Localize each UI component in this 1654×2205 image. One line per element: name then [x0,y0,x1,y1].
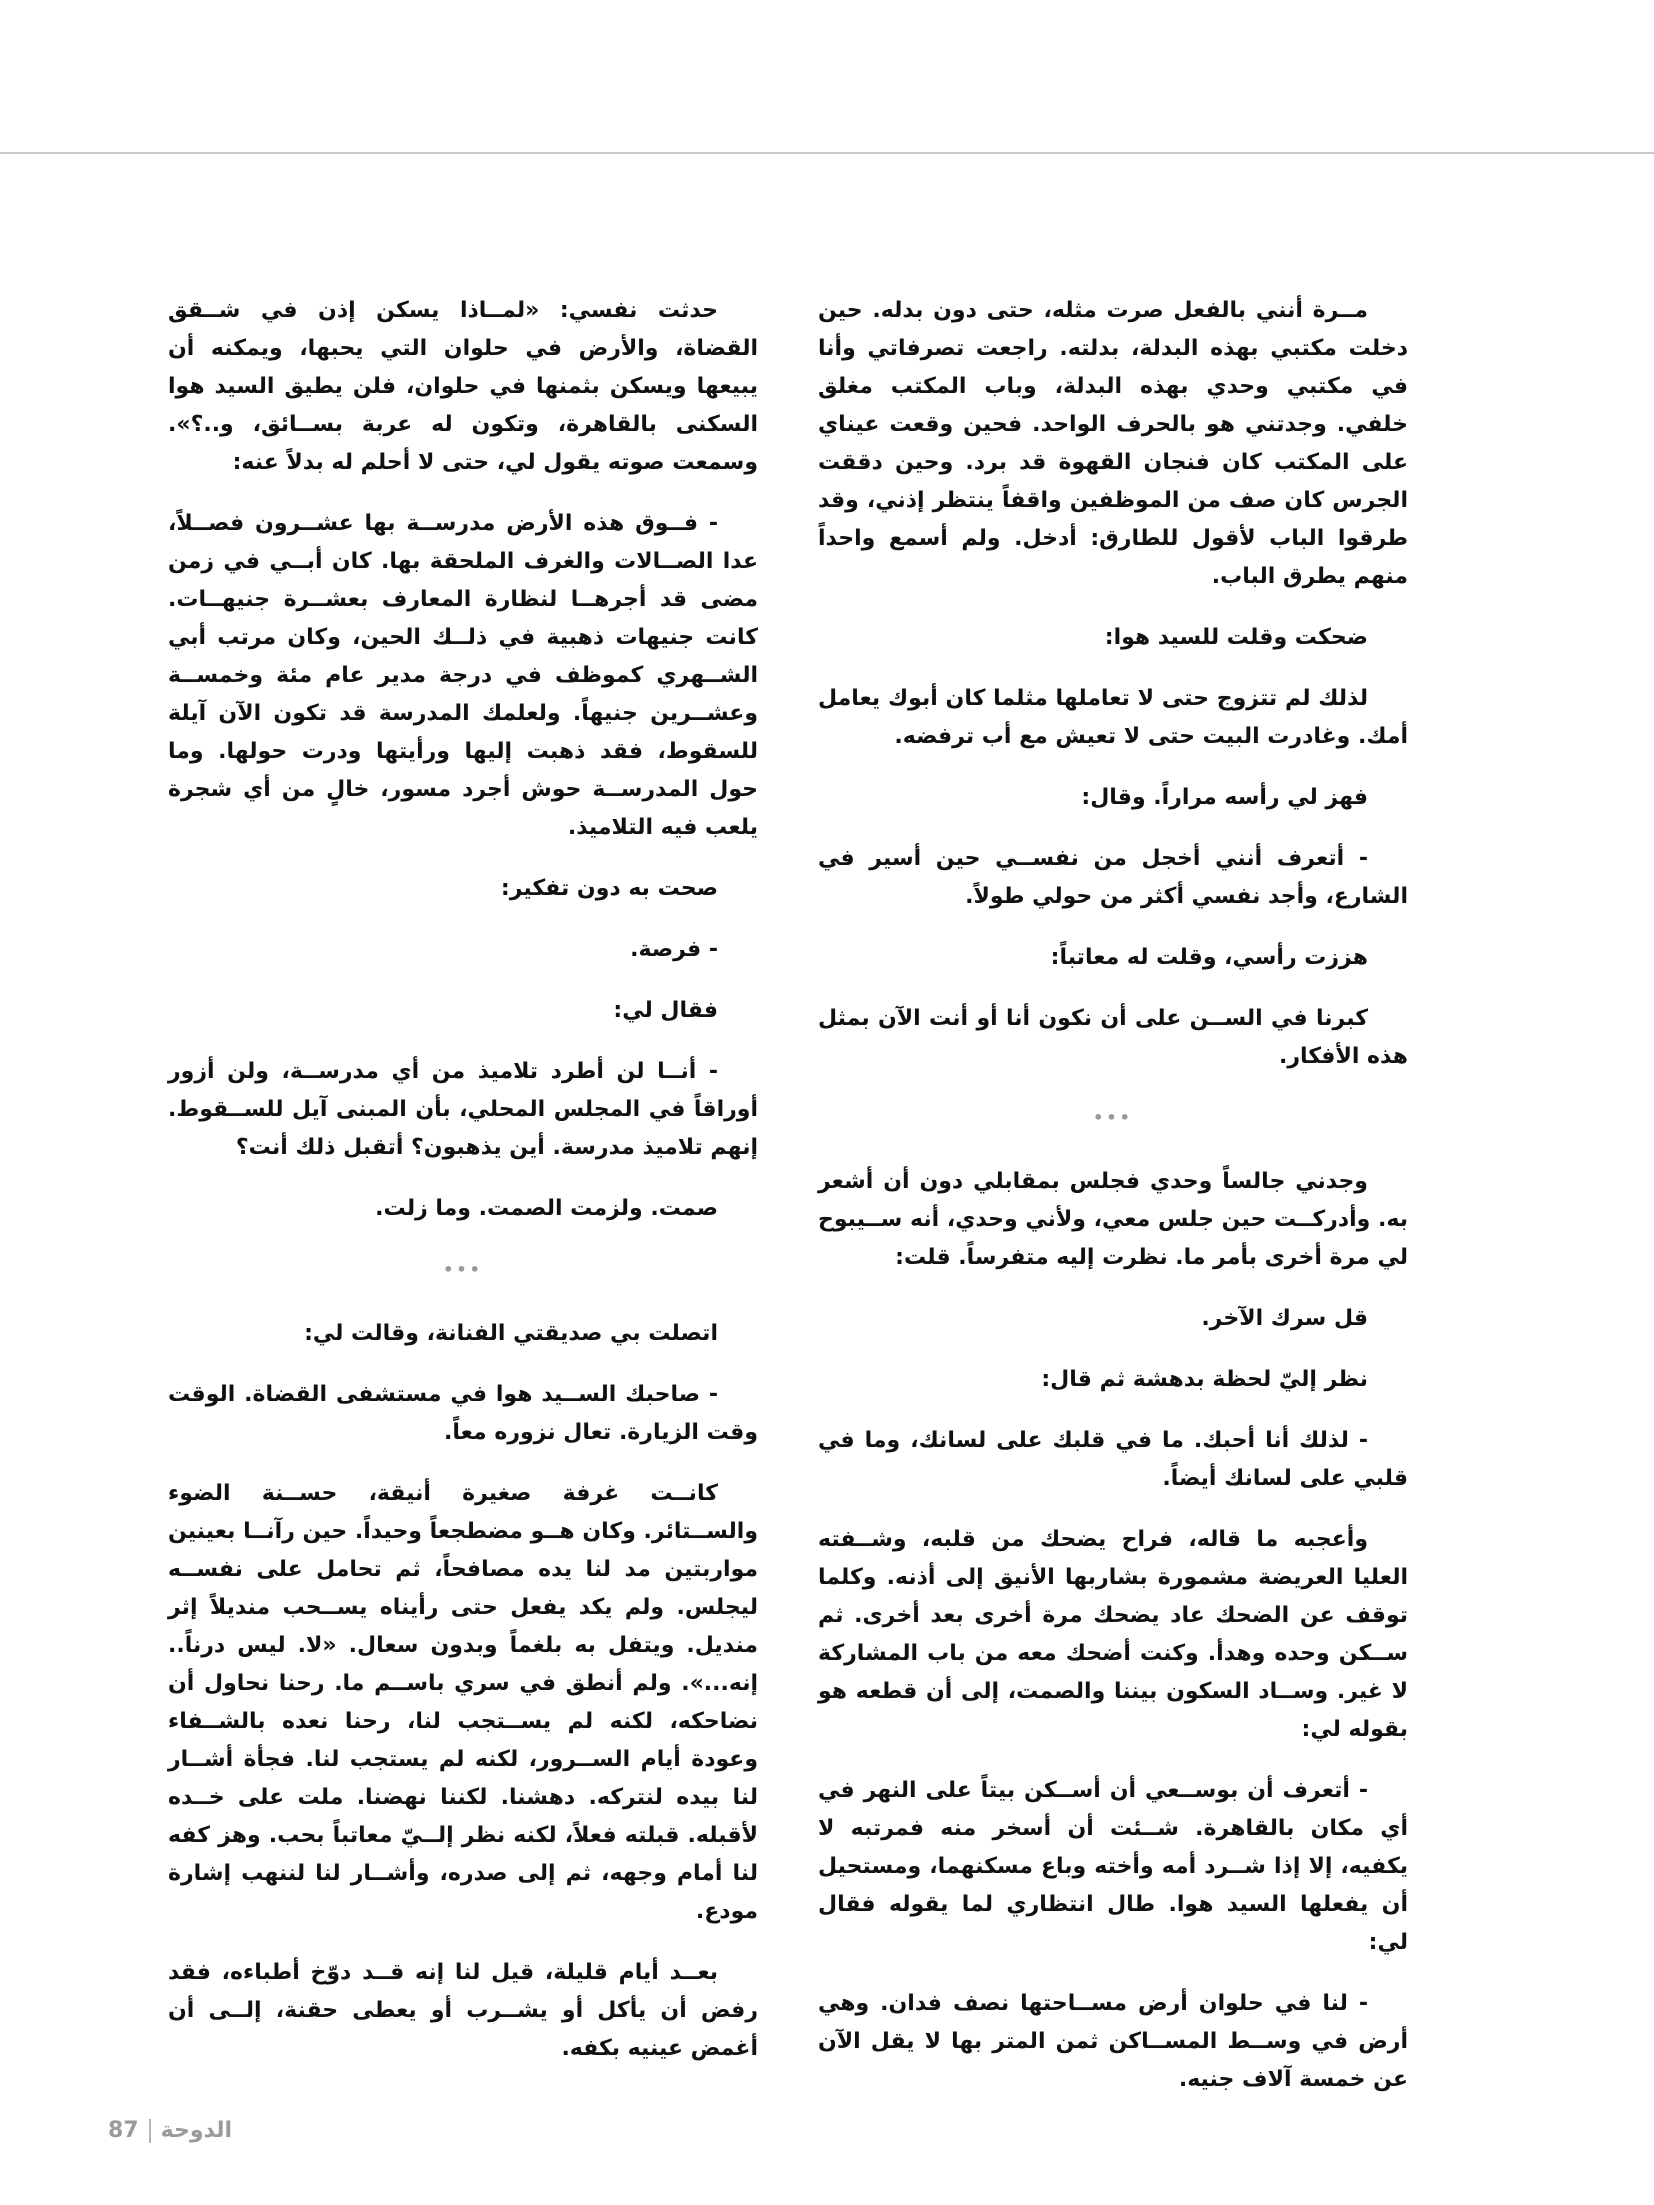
paragraph: - أتعرف أنني أخجل من نفســي حين أسير في الشارع، وأجد نفسي أكثر من حولي طولاً. [818,846,1408,909]
section-divider: ••• [1093,1108,1133,1127]
paragraph: - أنــا لن أطرد تلاميذ من أي مدرســة، ولن أزور أوراقاً في المجلس المحلي، بأن المبنى آيل للســقوط. إنهم تلاميذ مدرسة. أين يذهبون؟ أتقبل ذلك أنت؟ [168,1059,758,1160]
paragraph: كانــت غرفة صغيرة أنيقة، حســنة الضوء والســتائر. وكان هــو مضطجعاً وحيداً. حين رآنــا بعينين مواربتين مد لنا يده مصافحاً، ثم تحامل على نفســه ليجلس. ولم يكد يفعل حتى رأيناه يســحب منديلاً إثر منديل. ويتفل به بلغماً وبدون سعال. «لا. ليس درناً.. إنه...». ولم أنطق في سري باســم ما. رحنا نحاول أن نضاحكه، لكنه لم يســتجب لنا، رحنا نعده بالشــفاء وعودة أيام الســرور، لكنه لم يستجب لنا. فجأة أشــار لنا بيده لنتركه. دهشنا. لكننا نهضنا. ملت على خــده لأقبله. قبلته فعلاً، لكنه نظر إلــيّ معاتباً بحب. وهز كفه لنا أمام وجهه، ثم إلى صدره، وأشــار لنا لننهب إشارة مودع. [168,1481,758,1924]
magazine-name: الدوحة [160,2118,233,2143]
text-column-right [818,292,1408,2122]
paragraph: حدثت نفسي: «لمــاذا يسكن إذن في شــقق القضاة، والأرض في حلوان التي يحبها، ويمكنه أن يبيعها ويسكن بثمنها في حلوان، فلن يطيق السيد هوا السكنى بالقاهرة، وتكون له عربة بســائق، و..؟». وسمعت صوته يقول لي، حتى لا أحلم له بدلاً عنه: [168,298,758,475]
paragraph: لذلك لم تتزوج حتى لا تعاملها مثلما كان أبوك يعامل أمك. وغادرت البيت حتى لا تعيش مع أب ترفضه. [818,686,1408,749]
paragraph: صمت. ولزمت الصمت. وما زلت. [375,1196,718,1221]
text-column-left [168,292,758,2091]
paragraph: - فــوق هذه الأرض مدرســة بها عشــرون فصــلاً، عدا الصــالات والغرف الملحقة بها. كان أبــي في زمن مضى قد أجرهــا لنظارة المعارف بعشــرة جنيهــات. كانت جنيهات ذهبية في ذلــك الحين، وكان مرتب أبي الشــهري كموظف في درجة مدير عام مئة وخمســة وعشــرين جنيهاً. ولعلمك المدرسة قد تكون الآن آيلة للسقوط، فقد ذهبت إليها ورأيتها ودرت حولها. وما حول المدرســة حوش أجرد مسور، خالٍ من أي شجرة يلعب فيه التلاميذ. [168,511,758,840]
paragraph: وجدني جالساً وحدي فجلس بمقابلي دون أن أشعر به. وأدركــت حين جلس معي، ولأني وحدي، أنه ســيبوح لي مرة أخرى بأمر ما. نظرت إليه متفرساً. قلت: [818,1169,1408,1270]
paragraph: مــرة أنني بالفعل صرت مثله، حتى دون بدله. حين دخلت مكتبي بهذه البدلة، بدلته. راجعت تصرفاتي وأنا في مكتبي وحدي بهذه البدلة، وباب المكتب مغلق خلفي. وجدتني هو بالحرف الواحد. فحين وقعت عيناي على المكتب كان فنجان القهوة قد برد. وحين دققت الجرس كان صف من الموظفين واقفاً ينتظر إذني، وقد طرقوا الباب لأقول للطارق: أدخل. ولم أسمع واحداً منهم يطرق الباب. [818,298,1408,589]
paragraph: فهز لي رأسه مراراً. وقال: [1081,785,1368,810]
paragraph: وأعجبه ما قاله، فراح يضحك من قلبه، وشــفته العليا العريضة مشمورة بشاربها الأنيق إلى أذنه. وكلما توقف عن الضحك عاد يضحك مرة أخرى بعد أخرى. ثم ســكن وحده وهدأ. وكنت أضحك معه من باب المشاركة لا غير. وســاد السكون بيننا والصمت، إلى أن قطعه هو بقوله لي: [818,1527,1408,1742]
page-footer [108,2118,232,2143]
footer-separator [149,2119,151,2143]
paragraph: قل سرك الآخر. [1201,1306,1368,1331]
paragraph: - صاحبك الســيد هوا في مستشفى القضاة. الوقت وقت الزيارة. تعال نزوره معاً. [168,1382,758,1445]
paragraph: صحت به دون تفكير: [500,876,718,901]
paragraph: فقال لي: [613,998,718,1023]
paragraph: - فرصة. [630,937,718,962]
paragraph: - لذلك أنا أحبك. ما في قلبك على لسانك، وما في قلبي على لسانك أيضاً. [818,1428,1408,1491]
paragraph: بعــد أيام قليلة، قيل لنا إنه قــد دوّخ أطباءه، فقد رفض أن يأكل أو يشــرب أو يعطى حقنة، إلــى أن أغمض عينيه بكفه. [168,1960,758,2061]
paragraph: نظر إليّ لحظة بدهشة ثم قال: [1041,1367,1368,1392]
section-divider: ••• [443,1260,483,1279]
paragraph: اتصلت بي صديقتي الفنانة، وقالت لي: [304,1321,718,1346]
paragraph: هززت رأسي، وقلت له معاتباً: [1050,945,1368,970]
paragraph: كبرنا في الســن على أن نكون أنا أو أنت الآن بمثل هذه الأفكار. [818,1006,1408,1069]
paragraph: - أتعرف أن بوســعي أن أســكن بيتاً على النهر في أي مكان بالقاهرة. شــئت أن أسخر منه فمرتبه لا يكفيه، إلا إذا شــرد أمه وأخته وباع مسكنهما، ومستحيل أن يفعلها السيد هوا. طال انتظاري لما يقوله فقال لي: [818,1778,1408,1955]
top-rule [0,152,1654,154]
paragraph: ضحكت وقلت للسيد هوا: [1104,625,1368,650]
paragraph: - لنا في حلوان أرض مســاحتها نصف فدان. وهي أرض في وســط المســاكن ثمن المتر بها لا يقل الآن عن خمسة آلاف جنيه. [818,1991,1408,2092]
page-number: 87 [108,2118,139,2143]
